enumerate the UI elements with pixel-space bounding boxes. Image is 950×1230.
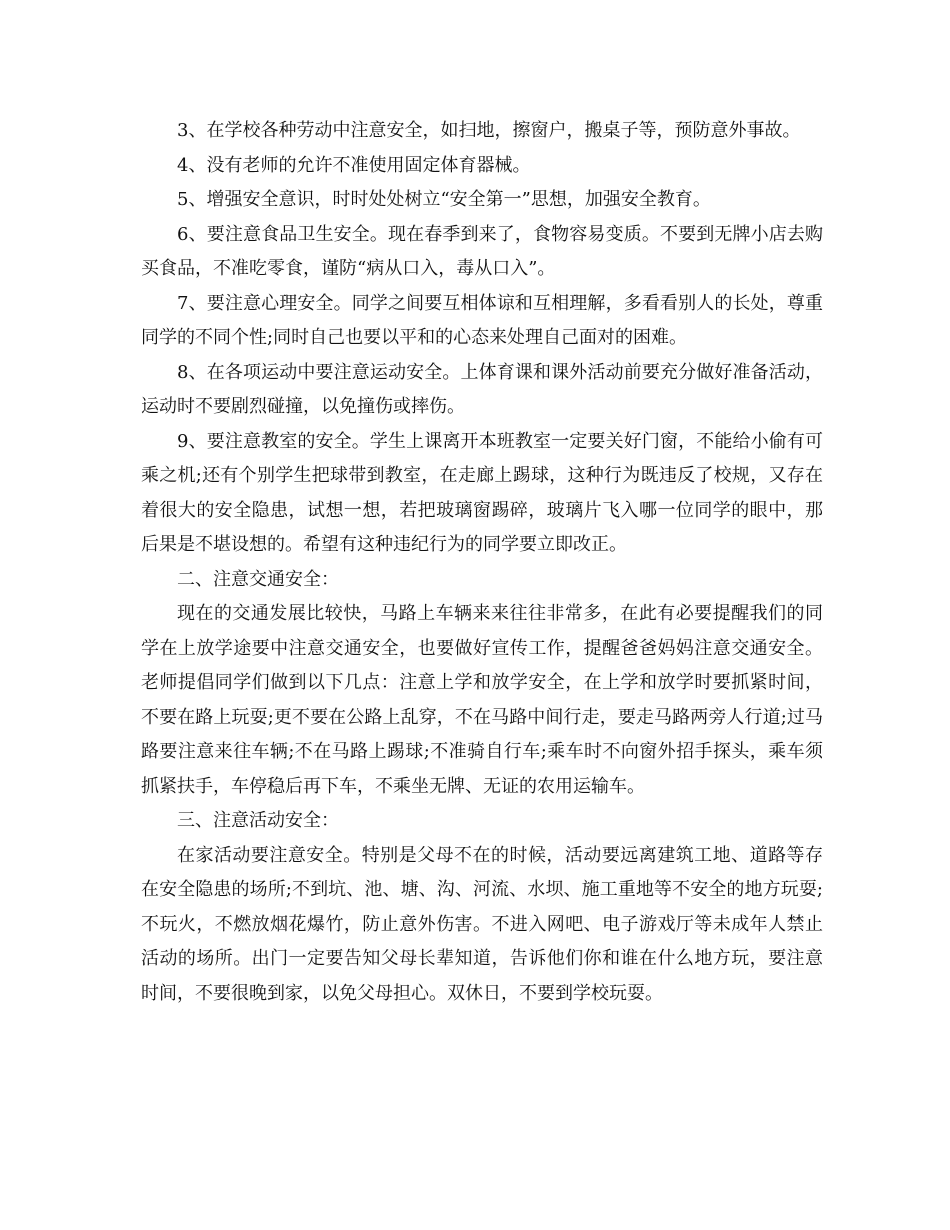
document-body [141, 114, 823, 1011]
paragraph-labor-safety: 3、在学校各种劳动中注意安全，如扫地，擦窗户，搬桌子等，预防意外事故。 [177, 120, 801, 141]
paragraph-safety-awareness: 5、增强安全意识，时时处处树立“安全第一”思想，加强安全教育。 [177, 189, 711, 210]
paragraph-traffic-safety: 现在的交通发展比较快，马路上车辆来来往往非常多，在此有必要提醒我们的同学在上放学途要中注意交通安全，也要做好宣传工作，提醒爸爸妈妈注意交通安全。老师提倡同学们做到以下几点：注意上学和放学安全，在上学和放学时要抓紧时间，不要在路上玩耍;更不要在公路上乱穿，不在马路中间行走，要走马路两旁人行道;过马路要注意来往车辆;不在马路上踢球;不准骑自行车;乘车时不向窗外招手探头，乘车须抓紧扶手，车停稳后再下车，不乘坐无牌、无证的农用运输车。 [141, 603, 823, 797]
paragraph-activity-safety: 在家活动要注意安全。特别是父母不在的时候，活动要远离建筑工地、道路等存在安全隐患的场所;不到坑、池、塘、沟、河流、水坝、施工重地等不安全的地方玩耍;不玩火，不燃放烟花爆竹，防止意外伤害。不进入网吧、电子游戏厅等未成年人禁止活动的场所。出门一定要告知父母长辈知道，告诉他们你和谁在什么地方玩，要注意时间，不要很晚到家，以免父母担心。双休日，不要到学校玩耍。 [141, 844, 823, 1004]
paragraph-classroom-safety: 9、要注意教室的安全。学生上课离开本班教室一定要关好门窗，不能给小偷有可乘之机;还有个别学生把球带到教室，在走廊上踢球，这种行为既违反了校规，又存在着很大的安全隐患，试想一想，若把玻璃窗踢碎，玻璃片飞入哪一位同学的眼中，那后果是不堪设想的。希望有这种违纪行为的同学要立即改正。 [141, 430, 823, 555]
section-heading-activity: 三、注意活动安全： [177, 810, 339, 831]
paragraph-sports-safety: 8、在各项运动中要注意运动安全。上体育课和课外活动前要充分做好准备活动，运动时不要剧烈碰撞，以免撞伤或摔伤。 [141, 361, 823, 417]
section-heading-traffic: 二、注意交通安全： [177, 568, 339, 590]
paragraph-food-safety: 6、要注意食品卫生安全。现在春季到来了，食物容易变质。不要到无牌小店去购买食品，不准吃零食，谨防“病从口入，毒从口入”。 [141, 223, 823, 279]
paragraph-sports-equipment: 4、没有老师的允许不准使用固定体育器械。 [177, 154, 531, 176]
paragraph-mental-safety: 7、要注意心理安全。同学之间要互相体谅和互相理解，多看看别人的长处，尊重同学的不同个性;同时自己也要以平和的心态来处理自己面对的困难。 [141, 292, 823, 348]
